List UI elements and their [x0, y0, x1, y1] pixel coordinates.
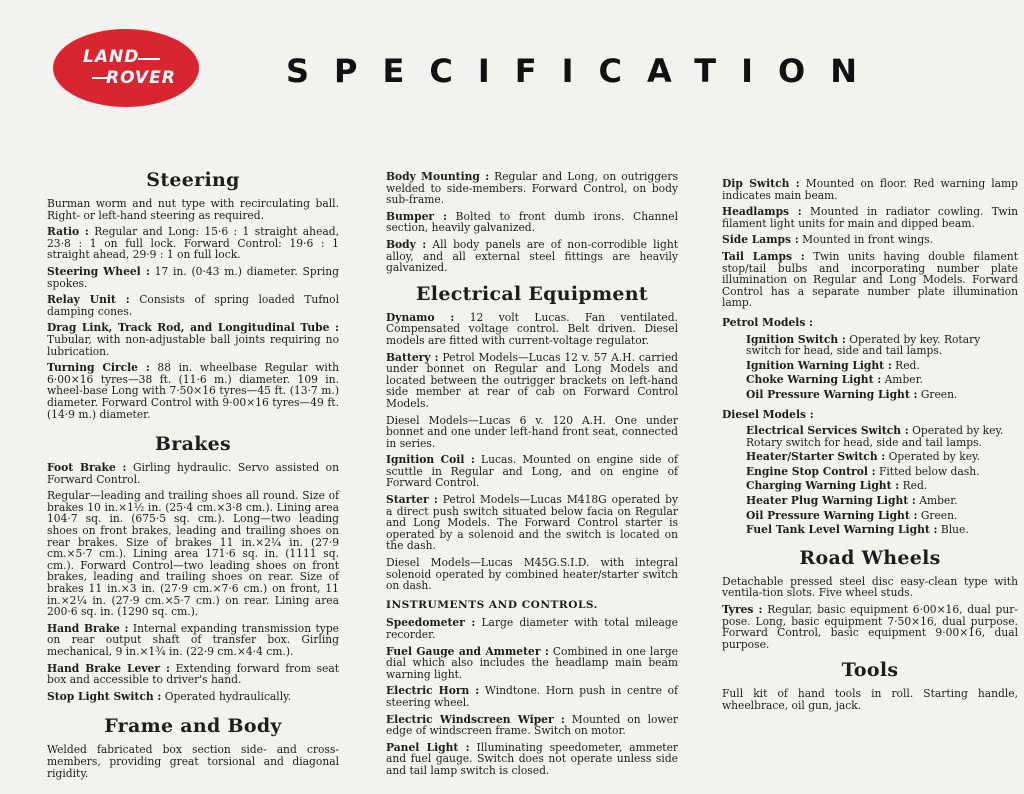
- spec-item-key: Ignition Switch :: [746, 332, 846, 346]
- spec-item-value: Mounted in front wings.: [802, 233, 934, 247]
- spec-item-value: Windtone. Horn push in centre of steering wheel.: [386, 684, 678, 709]
- electrical-items: [386, 312, 678, 592]
- spec-item-value: Internal expanding transmission type on rear output shaft of transfer box. Girling mechanical, 9 in.×1¾ in. (22·9 cm.×4·4 cm.).: [47, 621, 339, 658]
- spec-item-value: Tubular, with non-adjustable ball joints requiring no lubrication.: [47, 332, 339, 358]
- tyres-key: Tyres :: [722, 603, 763, 617]
- column-left: [47, 166, 339, 784]
- spec-item-key: Starter :: [386, 493, 438, 507]
- spec-item: [47, 294, 339, 317]
- tools-text: Full kit of hand tools in roll. Starting handle, wheelbrace, oil gun, jack.: [722, 687, 1018, 712]
- spec-item-key: Fuel Tank Level Warning Light :: [746, 523, 938, 537]
- spec-item-key: Body Mounting :: [386, 170, 490, 183]
- spec-item-key: Stop Light Switch :: [47, 689, 162, 703]
- spec-item-key: Body :: [386, 237, 427, 251]
- spec-item-key: Battery :: [386, 350, 439, 364]
- spec-item-key: Hand Brake :: [47, 621, 129, 635]
- spec-item: [746, 334, 1018, 357]
- spec-item-value: Extending forward from seat box and accessible to driver's hand.: [47, 661, 339, 687]
- spec-item-key: Oil Pressure Warning Light :: [746, 508, 918, 522]
- spec-item: [47, 226, 339, 261]
- spec-item-value: Red.: [902, 479, 928, 493]
- spec-item: [386, 557, 678, 592]
- spec-item: [47, 691, 339, 703]
- spec-item-key: Headlamps :: [722, 205, 802, 219]
- foot-brake-item: [47, 462, 339, 485]
- spec-item-key: Relay Unit :: [47, 293, 130, 307]
- spec-item-value: Fitted below dash.: [878, 464, 980, 478]
- spec-item-key: Heater Plug Warning Light :: [746, 494, 916, 508]
- spec-item-key: Heater/Starter Switch :: [746, 450, 886, 464]
- spec-item: [746, 374, 1018, 386]
- spec-item-key: Panel Light :: [386, 740, 470, 754]
- spec-item-key: Speedometer :: [386, 616, 476, 630]
- logo-text-land: LAND: [83, 47, 140, 67]
- spec-item-value: Twin units having double filament stop/tail bulbs and incorporating number plate illumination on Regular and Long Models. Forward Control has a separate number plate illumination lamp.: [722, 249, 1018, 310]
- tyres-item: [722, 604, 1018, 650]
- spec-item-value: Regular and Long, on outriggers welded to side-members. Forward Control, on body sub-frame.: [386, 170, 678, 207]
- spec-item-value: Operated by key. Rotary switch for head, side and tail lamps.: [746, 332, 981, 358]
- spec-item: [746, 495, 1018, 507]
- spec-item: [386, 714, 678, 737]
- spec-item-key: Engine Stop Control :: [746, 464, 876, 478]
- spec-item: [746, 510, 1018, 522]
- spec-item-key: Choke Warning Light :: [746, 373, 882, 387]
- page-title: SPECIFICATION: [286, 52, 882, 90]
- spec-item-value: All body panels are of non-corrodible light alloy, and all external steel fittings are heavily galvanized.: [386, 237, 678, 275]
- instruments-items: [386, 617, 678, 776]
- road-wheels-text: Detachable pressed steel disc easy-clean type with ventila-tion slots. Five wheel studs.: [722, 574, 1018, 600]
- spec-item: [386, 494, 678, 552]
- spec-item-key: Electrical Services Switch :: [746, 424, 909, 438]
- spec-item: [386, 239, 678, 274]
- spec-item: [722, 251, 1018, 309]
- spec-item: [722, 206, 1018, 229]
- spec-item-value: Illuminating speedometer, ammeter and fuel gauge. Switch does not operate unless side and tail lamp switch is closed.: [386, 740, 679, 777]
- spec-item-value: Regular and Long: 15·6 : 1 straight ahead, 23·8 : 1 on full lock. Forward Control: 19·6 : 1 straight ahead, 29·9 : 1 on full lock.: [47, 225, 339, 262]
- spec-item: [47, 266, 339, 289]
- brakes-items: [47, 623, 339, 703]
- spec-item-key: Electric Horn :: [386, 684, 480, 698]
- spec-item: [386, 742, 678, 777]
- spec-item-value: 12 volt Lucas. Fan ventilated. Compensated voltage control. Belt driven. Diesel models are fitted with current-voltage regulator.: [386, 310, 678, 347]
- spec-item-key: Hand Brake Lever :: [47, 661, 170, 675]
- steering-intro: Burman worm and nut type with recirculating ball. Right- or left-hand steering as required.: [47, 197, 339, 222]
- instruments-heading: INSTRUMENTS AND CONTROLS.: [386, 598, 598, 611]
- foot-brake-value: Girling hydraulic. Servo assisted on Forward Control.: [47, 461, 339, 486]
- spec-item-value: Large diameter with total mileage recorder.: [386, 616, 678, 641]
- frame-body-heading: Frame and Body: [104, 715, 282, 738]
- spec-item: [386, 617, 678, 640]
- foot-brake-key: Foot Brake :: [47, 461, 127, 475]
- spec-item-key: Oil Pressure Warning Light :: [746, 387, 918, 401]
- spec-item-key: Dynamo :: [386, 310, 455, 324]
- lamp-items: [722, 178, 1018, 309]
- diesel-models-heading: Diesel Models :: [722, 407, 814, 421]
- spec-item-value: Green.: [920, 508, 958, 522]
- spec-item-key: Side Lamps :: [722, 233, 799, 247]
- spec-item-key: Ignition Coil :: [386, 453, 475, 467]
- spec-item: [386, 211, 678, 234]
- diesel-items: [722, 425, 1018, 536]
- spec-item-value: Petrol Models—Lucas 12 v. 57 A.H. carried under bonnet on Regular and Long Models and located between the outrigger brackets on left-hand side member at rear of cab on Forward Control Models.: [386, 350, 679, 410]
- spec-item-key: Bumper :: [386, 209, 447, 223]
- body-items: [386, 171, 678, 274]
- tyres-value: Regular, basic equipment 6·00×16, dual pur-pose. Long, basic equipment 7·50×16, dual purpose. Forward Control, basic equipment 9·00×16, dual purpose.: [722, 603, 1018, 651]
- road-wheels-heading: Road Wheels: [799, 546, 941, 569]
- spec-item-value: 17 in. (0·43 m.) diameter. Spring spokes.: [47, 264, 339, 290]
- spec-item-value: Mounted on lower edge of windscreen frame. Switch on motor.: [386, 712, 679, 738]
- steering-heading: Steering: [146, 169, 240, 191]
- spec-item-key: Electric Windscreen Wiper :: [386, 712, 565, 726]
- spec-item-key: Turning Circle :: [47, 361, 150, 375]
- spec-item: [386, 685, 678, 708]
- spec-item-key: Ignition Warning Light :: [746, 358, 892, 372]
- spec-item: [386, 352, 678, 410]
- spec-item: [722, 178, 1018, 201]
- column-right: [722, 178, 1018, 717]
- spec-item: [746, 425, 1018, 448]
- spec-item-value: Combined in one large dial which also includes the headlamp main beam warning light.: [386, 644, 678, 681]
- spec-item: [386, 646, 678, 681]
- spec-item-key: Ratio :: [47, 225, 89, 239]
- spec-item: [386, 454, 678, 489]
- spec-item-value: Operated hydraulically.: [164, 689, 292, 703]
- logo-text-rover: ROVER: [106, 68, 176, 88]
- spec-item-value: Operated by key.: [888, 450, 981, 464]
- spec-item: [47, 322, 339, 357]
- spec-item: [746, 466, 1018, 478]
- spec-item: [746, 389, 1018, 401]
- spec-item-key: Steering Wheel :: [47, 264, 150, 278]
- petrol-items: [722, 334, 1018, 401]
- electrical-heading: Electrical Equipment: [416, 282, 648, 305]
- spec-item-value: Green.: [920, 387, 958, 401]
- spec-item-value: Diesel Models—Lucas M45G.S.I.D. with integral solenoid operated by combined heater/starter switch on dash.: [386, 556, 678, 593]
- spec-item-key: Charging Warning Light :: [746, 479, 900, 493]
- spec-item-key: Tail Lamps :: [722, 249, 805, 263]
- spec-item-value: Red.: [895, 358, 920, 372]
- spec-item: [386, 312, 678, 347]
- spec-item: [47, 623, 339, 658]
- spec-item-value: Amber.: [919, 494, 958, 508]
- spec-item: [722, 234, 1018, 246]
- spec-item-key: Fuel Gauge and Ammeter :: [386, 644, 549, 658]
- spec-item-value: Blue.: [940, 523, 969, 537]
- spec-item-value: Mounted in radiator cowling. Twin filament light units for main and dipped beam.: [722, 205, 1018, 230]
- spec-item-value: Mounted on floor. Red warning lamp indicates main beam.: [722, 177, 1018, 202]
- brakes-regular-text: Regular—leading and trailing shoes all round. Size of brakes 10 in.×1½ in. (25·4 cm.×3·8 cm.). Lining area 104·7 sq. in. (675·5 sq. cm.). Long—two leading shoes on front brakes, leading and trailing shoes on rear brakes. Size of brakes 11 in.×2¼ in. (27·9 cm.×5·7 cm.). Lining area 171·6 sq. in. (1111 sq. cm.). Forward Control—two leading shoes on front brakes, leading and trailing shoes on rear. Size of brakes 11 in.×3 in. (27·9 cm.×7·6 cm.) on front, 11 in.×2¼ in. (27·9 cm.×5·7 cm.) on rear. Lining area 200·6 sq. in. (1290 sq. cm.).: [47, 489, 339, 619]
- spec-item: [746, 451, 1018, 463]
- spec-item-value: Amber.: [884, 373, 923, 387]
- spec-item: [386, 171, 678, 206]
- spec-item: [746, 360, 1018, 372]
- spec-item-key: Drag Link, Track Rod, and Longitudinal Tube :: [47, 321, 339, 335]
- tools-heading: Tools: [841, 659, 899, 682]
- spec-item: [746, 480, 1018, 492]
- brakes-heading: Brakes: [154, 433, 232, 456]
- spec-item-value: Petrol Models—Lucas M418G operated by a direct push switch situated below facia on Regular and Long Models. The Forward Control starter is operated by a solenoid and the switch is located on the dash.: [386, 493, 678, 553]
- spec-item: [47, 663, 339, 686]
- spec-item: [386, 415, 678, 450]
- frame-body-text: Welded fabricated box section side- and cross-members, providing great torsional and diagonal rigidity.: [47, 743, 339, 780]
- spec-item-value: Lucas. Mounted on engine side of scuttle in Regular and Long, and on engine of Forward Control.: [386, 453, 679, 490]
- column-middle: [386, 171, 678, 782]
- spec-item-key: Dip Switch :: [722, 177, 800, 190]
- steering-items: [47, 226, 339, 420]
- spec-item-value: Consists of spring loaded Tufnol damping cones.: [47, 293, 340, 318]
- spec-item-value: Bolted to front dumb irons. Channel section, heavily galvanized.: [386, 209, 678, 235]
- spec-item-value: Diesel Models—Lucas 6 v. 120 A.H. One under bonnet and one under left-hand front seat, connected in series.: [386, 413, 678, 450]
- land-rover-logo: [52, 28, 200, 108]
- spec-item: [47, 362, 339, 420]
- spec-item: [746, 524, 1018, 536]
- spec-item-value: Operated by key. Rotary switch for head, side and tail lamps.: [746, 424, 1004, 449]
- petrol-models-heading: Petrol Models :: [722, 315, 813, 329]
- spec-item-value: 88 in. wheelbase Regular with 6·00×16 tyres—38 ft. (11·6 m.) diameter. 109 in. wheel-base Long with 7·50×16 tyres—45 ft. (13·7 m.) diameter. Forward Control with 9·00×16 tyres—49 ft. (14·9 m.) diameter.: [47, 361, 339, 421]
